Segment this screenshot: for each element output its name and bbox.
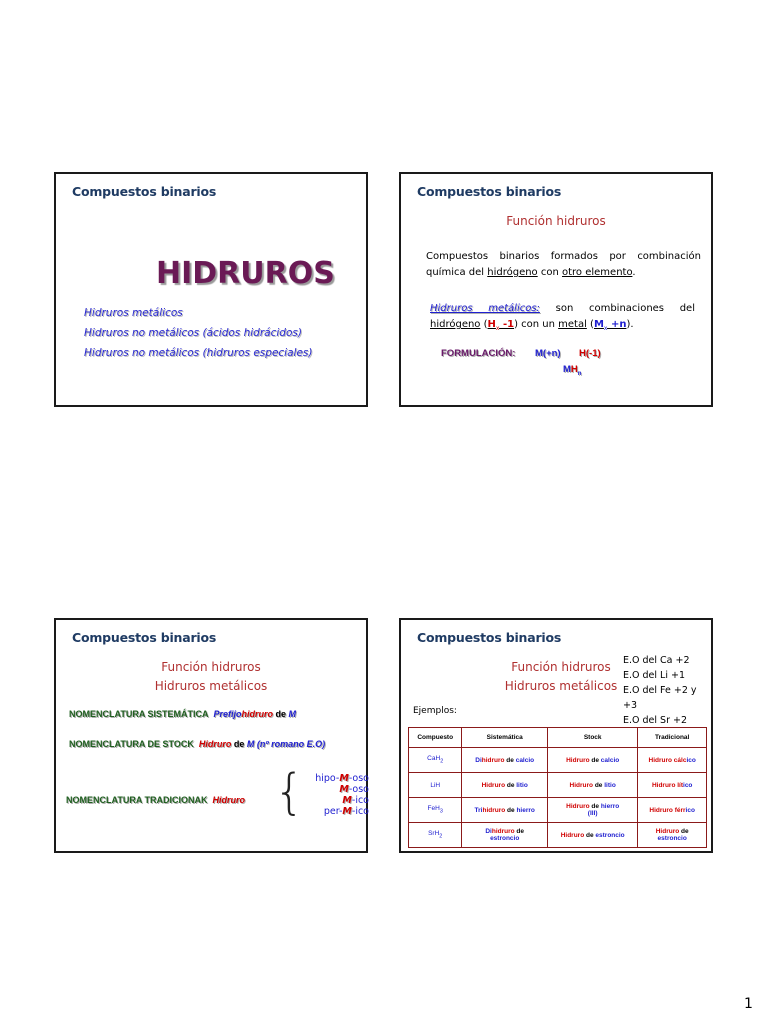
text: hidrógeno xyxy=(487,267,538,278)
traditional-cell xyxy=(638,798,707,823)
list-item xyxy=(301,784,369,795)
text: son combinaciones del xyxy=(539,303,695,314)
slide-title: Compuestos binarios xyxy=(417,184,562,199)
column-header: Compuesto xyxy=(409,728,462,748)
metal-hydrides-paragraph xyxy=(430,301,695,337)
text: hierro xyxy=(600,803,620,810)
text: estroncio xyxy=(595,831,625,839)
text: ico xyxy=(683,781,693,789)
systematic-cell xyxy=(462,823,548,848)
traditional-suffix-list xyxy=(301,773,369,817)
text: M xyxy=(342,806,352,817)
slide-3 xyxy=(54,618,368,853)
slide-subtitle-2: Hidruros metálicos xyxy=(154,679,268,693)
list-item xyxy=(301,773,369,784)
table-row xyxy=(409,823,707,848)
list-item xyxy=(301,795,369,806)
text: -oso xyxy=(348,784,369,795)
slide-title: Compuestos binarios xyxy=(72,630,217,645)
text: n xyxy=(577,370,582,377)
text: de xyxy=(584,831,596,839)
text: hidruro xyxy=(491,828,515,835)
text: hierro xyxy=(516,806,535,814)
text: litio xyxy=(516,781,528,789)
text: de xyxy=(231,739,247,749)
slide-title: Compuestos binarios xyxy=(72,184,217,199)
text: Prefijo xyxy=(213,709,242,719)
text: SrH xyxy=(428,830,440,838)
traditional-cell xyxy=(638,748,707,773)
slide-subtitle-2: Hidruros metálicos xyxy=(504,679,618,693)
text: M xyxy=(339,784,349,795)
text: -ico xyxy=(351,806,369,817)
text: Hidruro xyxy=(649,806,673,814)
text: calcio xyxy=(515,756,535,764)
text: Hidruro xyxy=(566,803,590,810)
text: hidruro xyxy=(481,756,505,764)
table-row xyxy=(409,773,707,798)
systematic-cell xyxy=(462,798,548,823)
text: de xyxy=(589,803,601,810)
page-number: 1 xyxy=(744,996,753,1012)
text: Tri xyxy=(474,806,483,814)
text xyxy=(488,319,515,330)
text: 2 xyxy=(439,833,443,840)
text: hidruro xyxy=(241,709,274,719)
text: con xyxy=(537,267,562,278)
text: ). xyxy=(626,319,634,330)
text: x xyxy=(603,325,608,332)
table-row xyxy=(409,748,707,773)
text: Hidruro xyxy=(655,828,680,835)
list-item xyxy=(301,806,369,817)
text: estroncio xyxy=(490,835,520,842)
text: . xyxy=(632,267,636,278)
slide-title: Compuestos binarios xyxy=(417,630,562,645)
text: 2 xyxy=(440,758,444,765)
text: -1 xyxy=(499,319,515,330)
main-heading: HIDRUROS xyxy=(156,256,335,291)
text: hidruro xyxy=(482,806,506,814)
compound-cell xyxy=(409,798,462,823)
text: M xyxy=(339,773,349,784)
text: M (nº romano E.O) xyxy=(246,739,326,749)
text: férr xyxy=(674,806,686,814)
oxidation-states xyxy=(623,653,711,728)
text: x xyxy=(495,325,500,332)
stock-cell xyxy=(548,798,638,823)
text: hidrógeno xyxy=(430,319,481,330)
text: Hidruro xyxy=(560,831,585,839)
stock-nomenclature xyxy=(69,739,325,749)
text: Di xyxy=(475,756,482,764)
text: -oso xyxy=(348,773,369,784)
stock-cell xyxy=(548,773,638,798)
text: estroncio xyxy=(657,835,687,842)
text: NOMENCLATURA TRADICIONAK xyxy=(66,795,208,805)
slide-subtitle: Función hidruros xyxy=(511,660,611,674)
text: 3 xyxy=(439,808,443,815)
text: calcio xyxy=(600,756,620,764)
text: Hidruro xyxy=(651,781,676,789)
text: Hidruros metálicos: xyxy=(430,303,540,314)
formula-hydrogen: H(-1) xyxy=(579,348,601,359)
text: ico xyxy=(685,806,695,814)
text: ( xyxy=(586,319,594,330)
compound-cell xyxy=(409,748,462,773)
text: hipo- xyxy=(315,773,340,784)
text: de xyxy=(505,806,517,814)
text: de xyxy=(514,828,525,835)
text: metal xyxy=(558,319,587,330)
text: per- xyxy=(323,806,343,817)
stock-cell xyxy=(548,748,638,773)
text: M xyxy=(593,319,604,330)
text: ) con un xyxy=(514,319,559,330)
text: +n xyxy=(607,319,627,330)
text: H xyxy=(487,319,496,330)
text: Hidruro xyxy=(566,756,590,764)
table-row xyxy=(409,798,707,823)
list-item: Hidruros no metálicos (hidruros especiales) xyxy=(84,347,313,359)
text: Hidruro xyxy=(481,781,506,789)
text: Hidruro xyxy=(212,795,246,805)
slide-1 xyxy=(54,172,368,407)
text: ( xyxy=(480,319,488,330)
slide-subtitle: Función hidruros xyxy=(161,660,261,674)
text: NOMENCLATURA SISTEMÁTICA xyxy=(69,709,209,719)
slide-2 xyxy=(399,172,713,407)
text: de xyxy=(504,756,516,764)
text: CaH xyxy=(427,755,441,763)
systematic-cell xyxy=(462,773,548,798)
text: M xyxy=(342,795,352,806)
text: de xyxy=(505,781,517,789)
text: M xyxy=(288,709,297,719)
text: Hidruro xyxy=(569,781,594,789)
column-header: Sistemática xyxy=(462,728,548,748)
definition-paragraph xyxy=(426,249,701,281)
text: ico xyxy=(686,756,696,764)
stock-cell xyxy=(548,823,638,848)
text: H xyxy=(570,364,578,375)
systematic-nomenclature xyxy=(69,709,296,719)
traditional-nomenclature xyxy=(66,795,245,805)
traditional-cell xyxy=(638,773,707,798)
list-item: E.O del Ca +2 xyxy=(623,655,690,666)
general-formula xyxy=(563,364,581,377)
text: de xyxy=(589,756,601,764)
list-item: Hidruros no metálicos (ácidos hidrácidos) xyxy=(84,327,302,339)
column-header: Stock xyxy=(548,728,638,748)
text: de xyxy=(593,781,605,789)
traditional-cell xyxy=(638,823,707,848)
text: M xyxy=(563,364,571,375)
text: LiH xyxy=(430,781,441,789)
slide-4 xyxy=(399,618,713,853)
text: lít xyxy=(677,781,684,789)
text: Hidruro xyxy=(198,739,232,749)
list-item: E.O del Fe +2 y +3 xyxy=(623,685,697,711)
text: otro elemento xyxy=(562,267,633,278)
column-header: Tradicional xyxy=(638,728,707,748)
text: (III) xyxy=(587,810,598,817)
text: litio xyxy=(604,781,616,789)
systematic-cell xyxy=(462,748,548,773)
list-item: E.O del Sr +2 xyxy=(623,715,688,726)
brace-symbol: { xyxy=(274,764,305,820)
text: cálc xyxy=(673,756,687,764)
text: de xyxy=(273,709,289,719)
formula-metal: M(+n) xyxy=(535,348,561,359)
text xyxy=(594,319,627,330)
formulation-label: FORMULACIÓN: xyxy=(441,348,516,359)
slide-subtitle: Función hidruros xyxy=(506,214,606,228)
compound-cell xyxy=(409,823,462,848)
compound-cell xyxy=(409,773,462,798)
text: Compuestos binarios formados por combinación química del xyxy=(426,251,701,278)
text: Hidruro xyxy=(648,756,672,764)
examples-table xyxy=(408,727,707,848)
list-item: E.O del Li +1 xyxy=(623,670,686,681)
text: Di xyxy=(485,828,492,835)
table-header-row xyxy=(409,728,707,748)
text: -ico xyxy=(351,795,369,806)
list-item: Hidruros metálicos xyxy=(84,307,183,319)
text: de xyxy=(679,828,689,835)
text: NOMENCLATURA DE STOCK xyxy=(69,739,194,749)
text: FeH xyxy=(427,805,440,813)
examples-label: Ejemplos: xyxy=(413,706,457,716)
